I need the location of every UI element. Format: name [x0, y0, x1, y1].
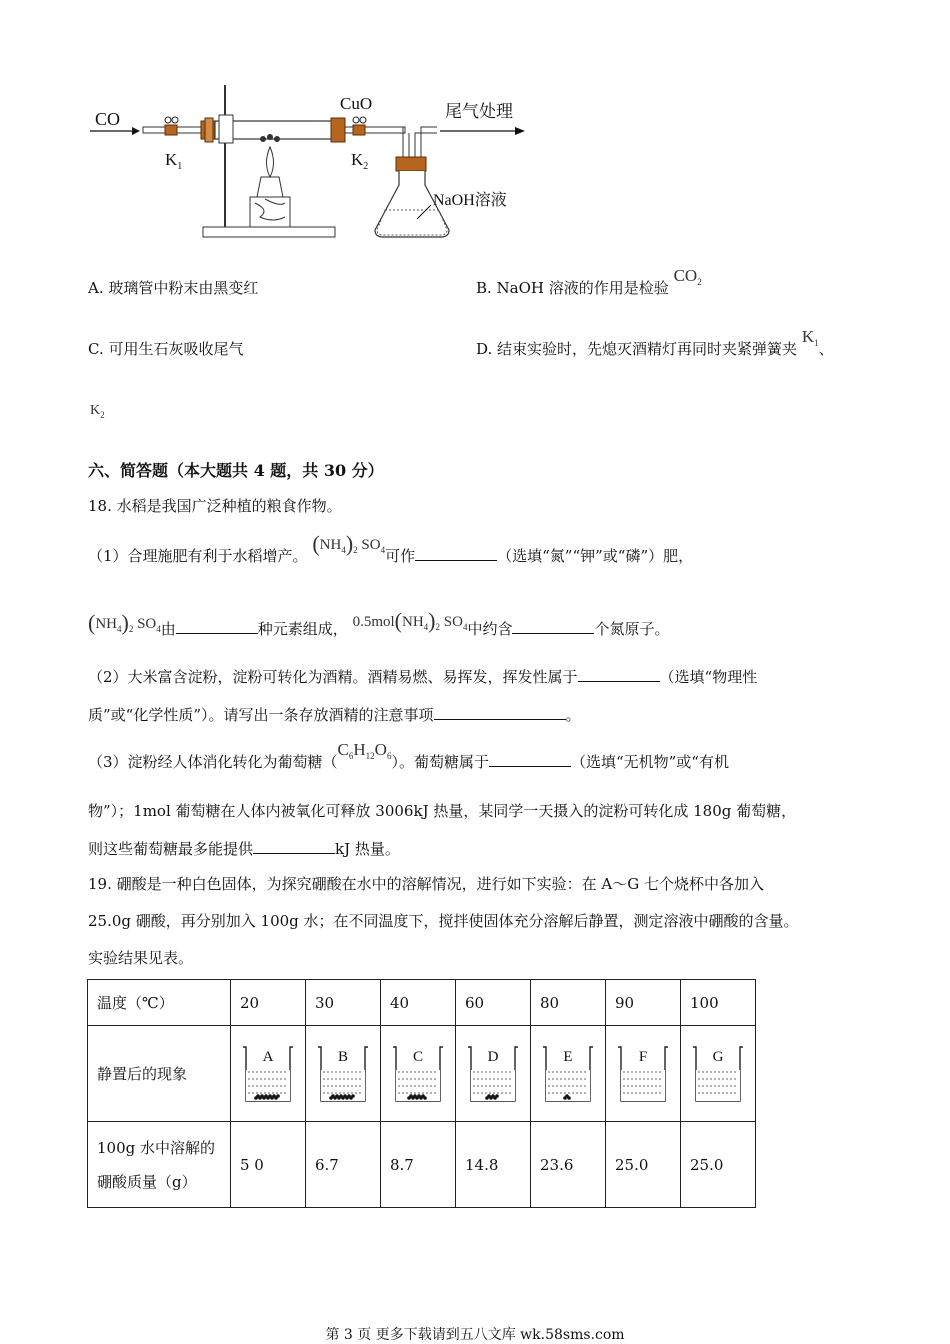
beaker-label: C	[412, 1048, 424, 1065]
beaker-2	[390, 1043, 446, 1105]
beaker-6	[690, 1043, 746, 1105]
sediment-particle	[495, 1094, 499, 1098]
beaker-cell	[306, 1026, 381, 1122]
temp-cell: 20	[231, 980, 306, 1026]
beaker-label: D	[487, 1048, 499, 1065]
beaker-1	[315, 1043, 371, 1105]
glucose-formula: $C_6H_{12}O_6$	[337, 740, 392, 761]
temp-cell: 100	[681, 980, 756, 1026]
temperature-header: 温度（℃）	[88, 980, 231, 1026]
temp-cell: 40	[381, 980, 456, 1026]
sediment-particle	[423, 1096, 427, 1100]
temp-cell: 80	[531, 980, 606, 1026]
section-title: 六、简答题（本大题共 4 题，共 30 分）	[88, 461, 384, 480]
mass-header	[88, 1122, 231, 1208]
stopper-right	[331, 118, 345, 142]
temp-cell: 30	[306, 980, 381, 1026]
q18-part3-line1: （3）淀粉经人体消化转化为葡萄糖$(C_6H_{12}O_6)$。葡萄糖属于 （选填“无机物”或“有机	[88, 740, 729, 771]
mass-header-line-2: 硼酸质量（g）	[97, 1172, 197, 1191]
beaker-cell	[231, 1026, 306, 1122]
mass-cell: 8.7	[381, 1122, 456, 1208]
co-arrow-head	[132, 127, 140, 135]
mass-cell: 14.8	[456, 1122, 531, 1208]
k2-formula: $K_2$	[90, 403, 105, 420]
beaker-cell	[381, 1026, 456, 1122]
mass-cell: 25.0	[606, 1122, 681, 1208]
flame	[267, 147, 274, 177]
q18-part2-line2: 质”或“化学性质”）。请写出一条存放酒精的注意事项 。	[88, 703, 581, 726]
blank-storage-note[interactable]	[434, 703, 566, 720]
cuo-label: CuO	[340, 94, 373, 113]
q18-part1-line2: $(NH_4)_2$ $SO_4$由 种元素组成， $0.5mol(NH_4)_2$ $SO_4$中约含 个氮原子。	[88, 608, 670, 638]
clip-k2-ring-b	[360, 117, 366, 123]
option-a: A. 玻璃管中粉末由黑变红	[88, 279, 259, 297]
temp-cell: 60	[456, 980, 531, 1026]
apparatus-diagram	[85, 85, 545, 245]
option-d-sep: 、	[818, 340, 834, 358]
tail-gas-arrow-head	[515, 127, 525, 135]
beaker-5	[615, 1043, 671, 1105]
temp-cell: 90	[606, 980, 681, 1026]
beaker-cell	[606, 1026, 681, 1122]
k1-formula: $K_1$	[801, 327, 819, 348]
alcohol-lamp	[257, 177, 283, 197]
tail-gas-label: 尾气处理	[445, 102, 513, 122]
mass-cell: 25.0	[681, 1122, 756, 1208]
mass-cell: 23.6	[531, 1122, 606, 1208]
beaker-cell	[456, 1026, 531, 1122]
option-d-k2	[90, 400, 105, 420]
k1-label: $K_1$	[165, 150, 183, 172]
blank-energy[interactable]	[253, 837, 335, 854]
beaker-label: A	[262, 1048, 274, 1065]
beaker-label: F	[638, 1048, 648, 1065]
stopper-left-2	[205, 118, 213, 142]
option-d	[476, 327, 834, 360]
q18-part1-line1: （1）合理施肥有利于水稻增产。 $(NH_4)_2$ $SO_4$可作 （选填“氮”“钾”或“磷”）肥，	[88, 531, 694, 565]
beaker-label: E	[563, 1048, 573, 1065]
q18-part3-line2: 物”）；1mol 葡萄糖在人体内被氧化可释放 3006kJ 热量，某同学一天摄入的淀粉可转化成 180g 葡萄糖，	[88, 802, 797, 820]
blank-volatility-type[interactable]	[578, 665, 660, 682]
blank-organic-type[interactable]	[489, 750, 571, 767]
sediment-particle	[351, 1094, 355, 1098]
option-b	[476, 266, 702, 299]
q19-line2: 25.0g 硼酸，再分别加入 100g 水；在不同温度下，搅拌使固体充分溶解后静置，测定溶液中硼酸的含量。	[88, 912, 799, 930]
stand-base	[203, 227, 335, 237]
clip-k1	[165, 125, 177, 135]
blank-fertilizer-type[interactable]	[415, 544, 497, 561]
clip-k1-ring-a	[165, 117, 171, 123]
mass-cell: 6.7	[306, 1122, 381, 1208]
beaker-4	[540, 1043, 596, 1105]
solubility-table	[87, 979, 756, 1208]
flask-stopper	[396, 157, 426, 171]
sediment-particle	[567, 1096, 571, 1100]
co-label: CO	[95, 109, 121, 129]
table-row-temperature	[88, 980, 756, 1026]
ammonium-sulfate-formula-2: $(NH_4)_2$ $SO_4$	[88, 610, 161, 635]
clip-k2-ring-a	[353, 117, 359, 123]
beaker-cell	[531, 1026, 606, 1122]
cuo-powder-3	[274, 136, 280, 142]
q19-line1: 19. 硼酸是一种白色固体，为探究硼酸在水中的溶解情况，进行如下实验：在 A～G 七个烧杯中各加入	[88, 875, 764, 893]
k2-label: $K_2$	[351, 150, 369, 172]
option-d-text: D. 结束实验时，先熄灭酒精灯再同时夹紧弹簧夹	[476, 340, 798, 358]
beaker-0	[240, 1043, 296, 1105]
stand-clamp	[219, 115, 233, 143]
co2-formula: $CO_2$	[673, 266, 702, 287]
mass-cell: 5 0	[231, 1122, 306, 1208]
clip-k2	[353, 125, 365, 135]
table-row-phenomenon	[88, 1026, 756, 1122]
sediment-particle	[276, 1094, 280, 1098]
beaker-label: G	[712, 1048, 724, 1065]
option-b-text: B. NaOH 溶液的作用是检验	[476, 279, 669, 297]
q18-part3-line3: 则这些葡萄糖最多能提供 kJ 热量。	[88, 837, 400, 860]
ammonium-sulfate-formula-1: $(NH_4)_2$ $SO_4$	[312, 531, 386, 556]
blank-element-count[interactable]	[176, 617, 258, 634]
mass-header-line-1: 100g 水中溶解的	[97, 1138, 216, 1157]
q18-stem: 18. 水稻是我国广泛种植的粮食作物。	[88, 497, 342, 515]
beaker-3	[465, 1043, 521, 1105]
naoh-label: NaOH溶液	[433, 192, 507, 209]
cuo-powder-2	[267, 134, 273, 140]
clip-k1-ring-b	[172, 117, 178, 123]
phenomenon-header: 静置后的现象	[88, 1026, 231, 1122]
beaker-cell	[681, 1026, 756, 1122]
beaker-label: B	[337, 1048, 349, 1065]
q18-part2-line1: （2）大米富含淀粉，淀粉可转化为酒精。酒精易燃、易挥发，挥发性属于 （选填“物理性	[88, 665, 757, 688]
option-c: C. 可用生石灰吸收尾气	[88, 340, 244, 358]
half-mol-ammonium-sulfate: $0.5mol(NH_4)_2$ $SO_4$	[352, 608, 468, 633]
blank-nitrogen-atoms[interactable]	[512, 617, 594, 634]
table-row-mass	[88, 1122, 756, 1208]
q19-line3: 实验结果见表。	[88, 949, 194, 967]
cuo-powder-1	[260, 136, 266, 142]
page-footer: 第 3 页 更多下载请到五八文库 wk.58sms.com	[325, 1327, 625, 1343]
